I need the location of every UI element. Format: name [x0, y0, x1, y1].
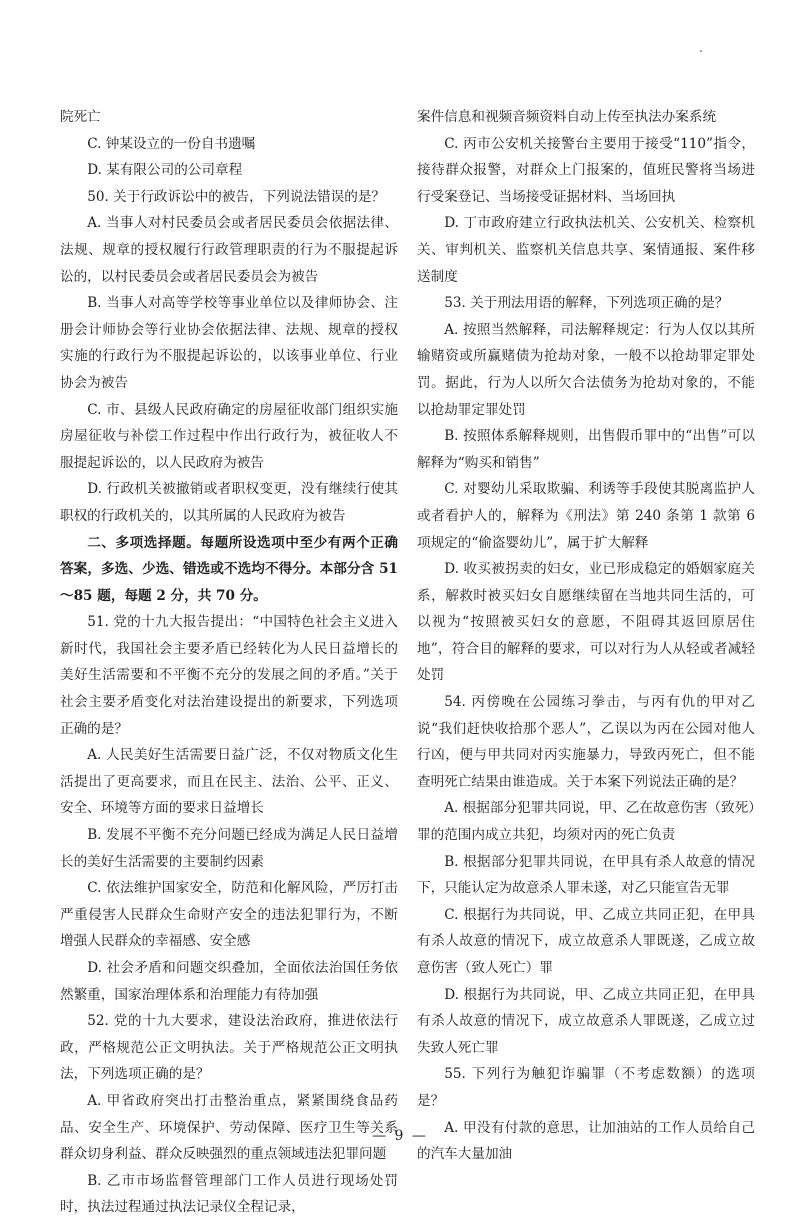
- option-a: A. 根据部分犯罪共同说，甲、乙在故意伤害（致死）罪的范围内成立共犯，均须对丙的死亡负责: [417, 800, 755, 844]
- option-d: D. 收买被拐卖的妇女，业已形成稳定的婚姻家庭关系，解救时被买妇女自愿继续留在当地共同生活的，可以视为“按照被买妇女的意愿，不阻碍其返回原居住地”，符合目的解释的要求，可以对行为人从轻或者减轻处罚: [417, 561, 755, 684]
- option-b: B. 发展不平衡不充分问题已经成为满足人民日益增长的美好生活需要的主要制约因素: [60, 827, 398, 870]
- option-c: C. 市、县级人民政府确定的房屋征收部门组织实施房屋征收与补偿工作过程中作出行政行为，被征收人不服提起诉讼的，以人民政府为被告: [60, 401, 398, 471]
- option-d: D. 丁市政府建立行政执法机关、公安机关、检察机关、审判机关、监察机关信息共享、案情通报、案件移送制度: [417, 215, 755, 285]
- option-c: C. 对婴幼儿采取欺骗、利诱等手段使其脱离监护人或者看护人的，解释为《刑法》第 240 条第 1 款第 6 项规定的“偷盗婴幼儿”，属于扩大解释: [417, 481, 755, 551]
- option-b: B. 按照体系解释规则，出售假币罪中的“出售”可以解释为“购买和销售”: [417, 428, 755, 471]
- option-a: A. 甲省政府突出打击整治重点，紧紧围绕食品药品、安全生产、环境保护、劳动保障、医疗卫生等关系群众切身利益、群众反映强烈的重点领域违法犯罪问题: [60, 1092, 398, 1163]
- question-50: 50. 关于行政诉讼中的被告，下列说法错误的是？: [87, 188, 386, 205]
- option-d: D. 根据行为共同说，甲、乙成立共同正犯，在甲具有杀人故意的情况下，成立故意杀人罪既遂，乙成立过失致人死亡罪: [417, 986, 755, 1056]
- scan-speck: [700, 50, 702, 52]
- page-number: — 9 —: [372, 1128, 428, 1144]
- option-a: A. 人民美好生活需要日益广泛，不仅对物质文化生活提出了更高要求，而且在民主、法治、公平、正义、安全、环境等方面的要求日益增长: [60, 747, 398, 817]
- question-52: 52. 党的十九大要求，建设法治政府，推进依法行政，严格规范公正文明执法。关于严格规范公正文明执法，下列选项正确的是？: [60, 1013, 398, 1083]
- option-a: A. 按照当然解释，司法解释规定：行为人仅以其所输赌资或所赢赌债为抢劫对象，一般不以抢劫罪定罪处罚。据此，行为人以所欠合法债务为抢劫对象的，不能以抢劫罪定罪处罚: [417, 321, 755, 418]
- option-b: B. 当事人对高等学校等事业单位以及律师协会、注册会计师协会等行业协会依据法律、法规、规章的授权实施的行政行为不服提起诉讼的，以该事业单位、行业协会为被告: [60, 295, 398, 391]
- question-53: 53. 关于刑法用语的解释，下列选项正确的是？: [444, 295, 729, 312]
- right-column: [417, 104, 755, 1168]
- option-b: B. 乙市市场监督管理部门工作人员进行现场处罚时，执法过程通过执法记录仪全程记录，: [60, 1172, 398, 1216]
- question-51: 51. 党的十九大报告提出：“中国特色社会主义进入新时代，我国社会主要矛盾已经转化为人民日益增长的美好生活需要和不平衡不充分的发展之间的矛盾。”关于社会主要矛盾变化对法治建设提出的新要求，下列选项正确的是？: [60, 614, 398, 737]
- option-c: C. 丙市公安机关接警台主要用于接受“110”指令，接待群众报警，对群众上门报案的，值班民警将当场进行受案登记、当场接受证据材料、当场回执: [417, 135, 755, 205]
- question-54: 54. 丙傍晚在公园练习拳击，与丙有仇的甲对乙说“我们赶快收拾那个恶人”，乙误以为丙在公园对他人行凶，便与甲共同对丙实施暴力，导致丙死亡，但不能查明死亡结果由谁造成。关于本案下列说法正确的是？: [417, 694, 755, 790]
- option-b: B. 根据部分犯罪共同说，在甲具有杀人故意的情况下，只能认定为故意杀人罪未遂，对乙只能宣告无罪: [417, 853, 755, 897]
- paragraph: 案件信息和视频音频资料自动上传至执法办案系统: [417, 109, 717, 125]
- option-d: D. 某有限公司的公司章程: [87, 162, 243, 179]
- option-a: A. 甲没有付款的意思，让加油站的工作人员给自己的汽车大量加油: [417, 1119, 755, 1163]
- option-c: C. 依法维护国家安全，防范和化解风险，严厉打击严重侵害人民群众生命财产安全的违法犯罪行为，不断增强人民群众的幸福感、安全感: [60, 880, 398, 950]
- option-d: D. 行政机关被撤销或者职权变更，没有继续行使其职权的行政机关的，以其所属的人民政府为被告: [60, 481, 398, 524]
- left-column: [60, 104, 398, 1221]
- question-55: 55. 下列行为触犯诈骗罪（不考虑数额）的选项是？: [417, 1066, 755, 1109]
- option-d: D. 社会矛盾和问题交织叠加，全面依法治国任务依然繁重，国家治理体系和治理能力有待加强: [60, 960, 398, 1003]
- option-c: C. 钟某设立的一份自书遗嘱: [87, 135, 256, 152]
- option-c: C. 根据行为共同说，甲、乙成立共同正犯，在甲具有杀人故意的情况下，成立故意杀人罪既遂，乙成立故意伤害（致人死亡）罪: [417, 906, 755, 976]
- section-heading: 二、多项选择题。每题所设选项中至少有两个正确答案，多选、少选、错选或不选均不得分。本部分含 51～85 题，每题 2 分，共 70 分。: [60, 534, 398, 604]
- option-a: A. 当事人对村民委员会或者居民委员会依据法律、法规、规章的授权履行行政管理职责的行为不服提起诉讼的，以村民委员会或者居民委员会为被告: [60, 215, 398, 285]
- paragraph: 院死亡: [60, 109, 101, 125]
